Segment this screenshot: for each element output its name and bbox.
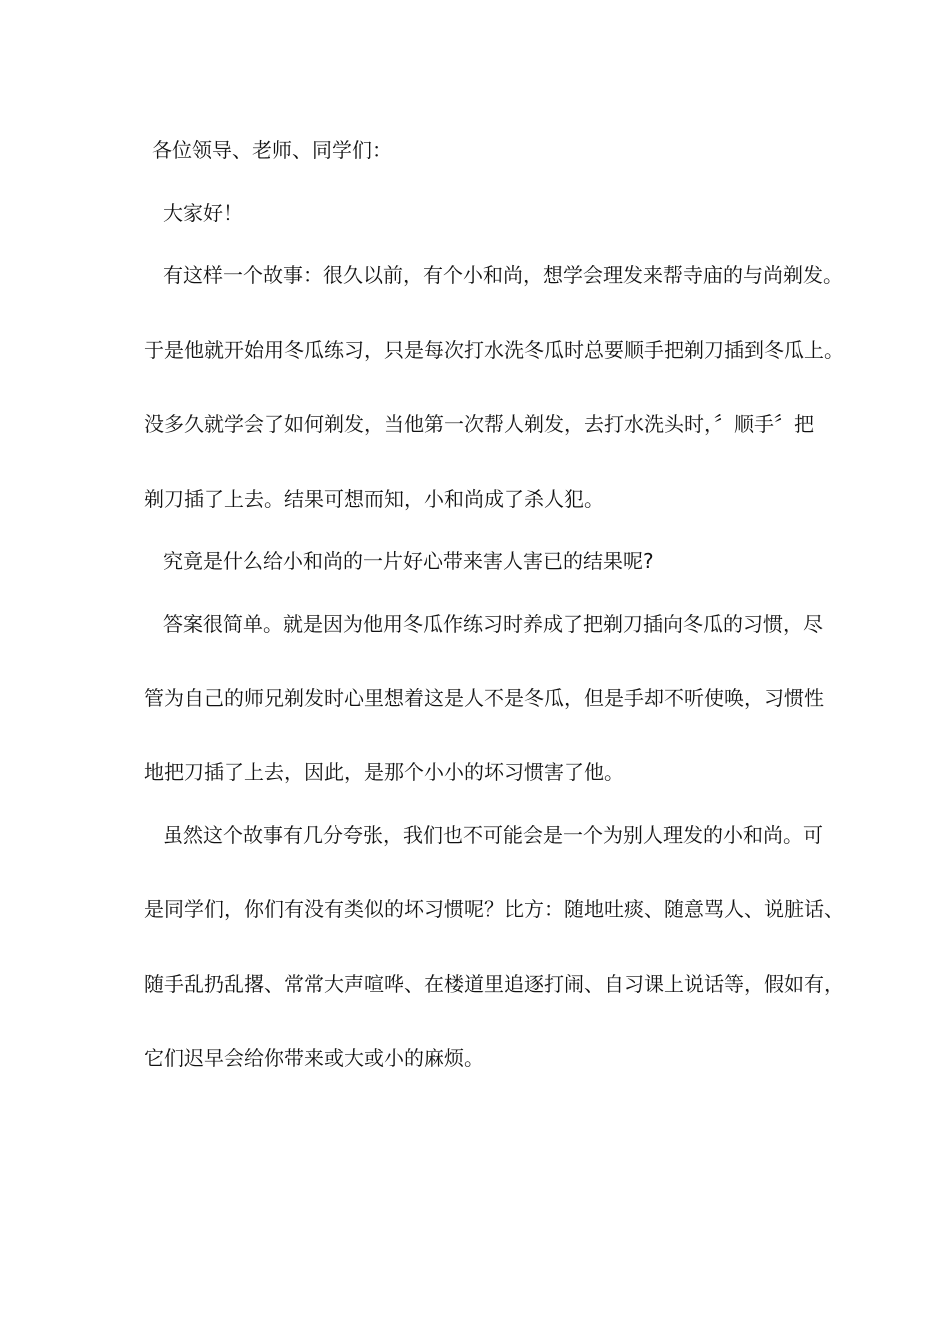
paragraph-line: 究竟是什么给小和尚的一片好心带来害人害已的结果呢?	[163, 549, 654, 573]
salutation: 各位领导、老师、同学们：	[152, 138, 392, 162]
paragraph-line: 虽然这个故事有几分夸张，我们也不可能会是一个为别人理发的小和尚。可	[163, 823, 823, 847]
paragraph-line: 管为自己的师兄剃发时心里想着这是人不是冬瓜，但是手却不听使唤，习惯性	[144, 686, 824, 710]
paragraph-line: 剃刀插了上去。结果可想而知，小和尚成了杀人犯。	[144, 487, 604, 511]
paragraph-line: 随手乱扔乱撂、常常大声喧哗、在楼道里追逐打闹、自习课上说话等，假如有，	[144, 972, 844, 996]
paragraph-line: 它们迟早会给你带来或大或小的麻烦。	[144, 1046, 484, 1070]
paragraph-line: 地把刀插了上去，因此，是那个小小的坏习惯害了他。	[144, 760, 624, 784]
paragraph-line: 答案很简单。就是因为他用冬瓜作练习时养成了把剃刀插向冬瓜的习惯，尽	[163, 612, 823, 636]
paragraph-line: 是同学们，你们有没有类似的坏习惯呢？比方：随地吐痰、随意骂人、说脏话、	[144, 897, 844, 921]
paragraph-line: 有这样一个故事：很久以前，有个小和尚，想学会理发来帮寺庙的与尚剃发。	[163, 263, 843, 287]
greeting: 大家好！	[163, 201, 243, 225]
paragraph-line: 于是他就开始用冬瓜练习，只是每次打水洗冬瓜时总要顺手把剃刀插到冬瓜上。	[144, 338, 844, 362]
paragraph-line: 没多久就学会了如何剃发，当他第一次帮人剃发，去打水洗头时，〞顺手〞把	[144, 412, 814, 436]
